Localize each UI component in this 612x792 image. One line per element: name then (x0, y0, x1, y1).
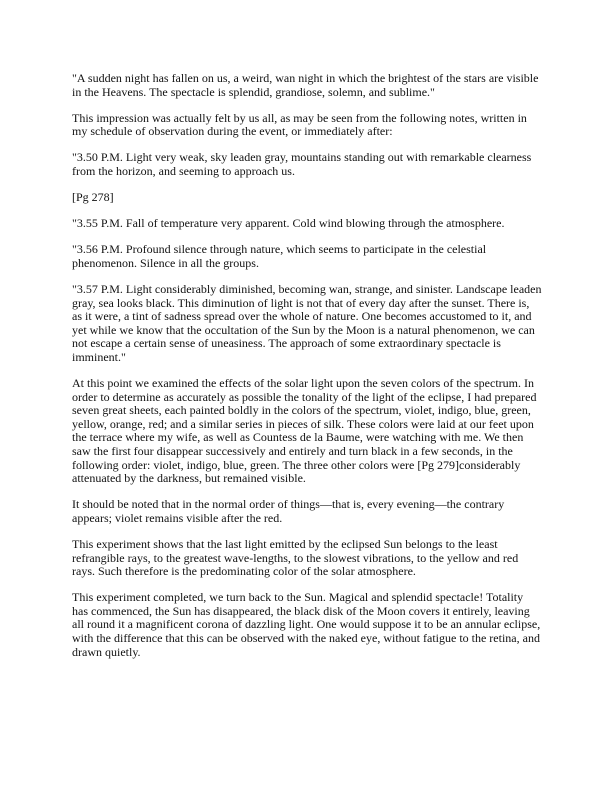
paragraph-note-357: "3.57 P.M. Light considerably diminished, becoming wan, strange, and sinister. Landscape leaden gray, sea looks black. This diminution of light is not that of every day after the sunset. There is, as it were, a tint of sadness spread over the whole of nature. One becomes accustomed to it, and yet while we know that the occultation of the Sun by the Moon is a natural phenomenon, we can not escape a certain sense of uneasiness. The approach of some extraordinary spectacle is imminent." (72, 281, 542, 364)
paragraph-normal-order: It should be noted that in the normal order of things—that is, every evening—the contrary appears; violet remains visible after the red. (72, 497, 505, 525)
paragraph-experiment-result: This experiment shows that the last light emitted by the eclipsed Sun belongs to the least refrangible rays, to the greatest wave-lengths, to the slowest vibrations, to the yellow and red rays. Such therefore is the predominating color of the solar atmosphere. (72, 536, 519, 579)
page-marker-278: [Pg 278] (72, 190, 114, 205)
paragraph-spectrum-experiment: At this point we examined the effects of the solar light upon the seven colors of the spectrum. In order to determine as accurately as possible the tonality of the light of the eclipse, I had prepared seven great sheets, each painted boldly in the colors of the spectrum, violet, indigo, blue, green, yellow, orange, red; and a similar series in pieces of silk. These colors were laid at our feet upon the terrace where my wife, as well as Countess de la Baume, were watching with me. We then saw the first four disappear successively and entirely and turn black in a few seconds, in the following order: violet, indigo, blue, green. The three other colors were [Pg 279]considerably attenuated by the darkness, but remained visible. (72, 376, 537, 486)
paragraph-note-355: "3.55 P.M. Fall of temperature very apparent. Cold wind blowing through the atmosphere. (72, 216, 505, 231)
paragraph-impression: This impression was actually felt by us all, as may be seen from the following notes, written in my schedule of observation during the event, or immediately after: (72, 110, 527, 139)
paragraph-night-quote: "A sudden night has fallen on us, a weird, wan night in which the brightest of the stars are visible in the Heavens. The spectacle is splendid, grandiose, solemn, and sublime." (72, 71, 539, 99)
document-page (72, 72, 542, 672)
paragraph-note-350: "3.50 P.M. Light very weak, sky leaden gray, mountains standing out with remarkable clearness from the horizon, and seeming to approach us. (72, 150, 532, 178)
paragraph-totality: This experiment completed, we turn back to the Sun. Magical and splendid spectacle! Totality has commenced, the Sun has disappeared, the black disk of the Moon covers it entirely, leaving all round it a magnificent corona of dazzling light. One would suppose it to be an annular eclipse, with the difference that this can be observed with the naked eye, without fatigue to the retina, and drawn quietly. (72, 590, 541, 659)
paragraph-note-356: "3.56 P.M. Profound silence through nature, which seems to participate in the celestial phenomenon. Silence in all the groups. (72, 242, 487, 270)
